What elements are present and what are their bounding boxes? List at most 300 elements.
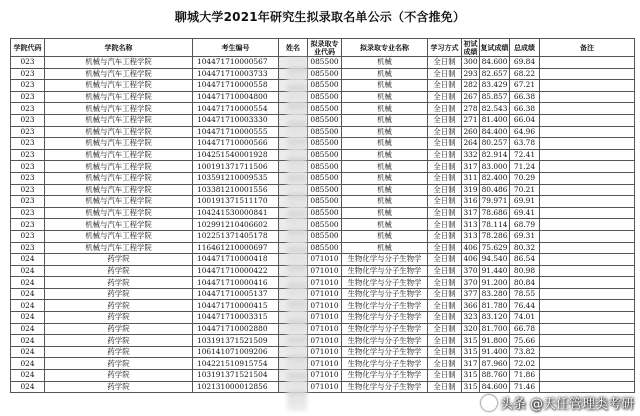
cell-prelim-score: 293 xyxy=(463,68,478,78)
cell-total-score: 69.84 xyxy=(510,57,540,69)
cell-total-score: 70.29 xyxy=(510,172,540,184)
cell-major-name: 机械 xyxy=(342,80,428,92)
cell-college-name: 机械与汽车工程学院 xyxy=(45,196,193,208)
header-college-name: 学院名称 xyxy=(45,39,193,57)
cell-prelim-score: 370 xyxy=(463,277,478,287)
table-row xyxy=(11,277,635,289)
cell-college-name: 药学院 xyxy=(45,335,193,347)
cell-exam-id: 104241530000841 xyxy=(193,207,279,219)
cell-major-name: 机械 xyxy=(342,161,428,173)
cell-college-name: 机械与汽车工程学院 xyxy=(45,138,193,150)
cell-major-name: 机械 xyxy=(342,184,428,196)
table-header-row xyxy=(11,39,635,57)
cell-retest-score: 87.960 xyxy=(480,358,510,370)
cell-retest-score: 91.440 xyxy=(480,265,510,277)
cell-study-mode: 全日制 xyxy=(428,312,462,324)
cell-total-score: 74.01 xyxy=(510,312,540,324)
cell-total-score: 66.38 xyxy=(510,91,540,103)
cell-remarks xyxy=(540,346,635,358)
cell-major-name: 生物化学与分子生物学 xyxy=(342,300,428,312)
cell-study-mode: 全日制 xyxy=(428,184,462,196)
cell-exam-id: 104471710000418 xyxy=(193,254,279,266)
cell-major-name: 机械 xyxy=(342,114,428,126)
cell-college-code: 023 xyxy=(11,149,45,161)
cell-remarks xyxy=(540,172,635,184)
cell-major-code: 071010 xyxy=(308,254,342,266)
cell-remarks xyxy=(540,219,635,231)
cell-prelim-score: 315 xyxy=(463,347,478,357)
cell-remarks xyxy=(540,207,635,219)
cell-college-code: 024 xyxy=(11,358,45,370)
cell-major-name: 机械 xyxy=(342,172,428,184)
table-row xyxy=(11,161,635,173)
cell-college-code: 024 xyxy=(11,300,45,312)
cell-study-mode: 全日制 xyxy=(428,335,462,347)
cell-major-name: 生物化学与分子生物学 xyxy=(342,381,428,393)
cell-major-code: 085500 xyxy=(308,219,342,231)
cell-exam-id: 102131000012856 xyxy=(193,381,279,393)
cell-prelim-score: 366 xyxy=(463,300,478,310)
cell-total-score: 70.21 xyxy=(510,184,540,196)
table-row xyxy=(11,184,635,196)
cell-major-code: 085500 xyxy=(308,230,342,242)
cell-exam-id: 104471710000558 xyxy=(193,80,279,92)
cell-college-code: 024 xyxy=(11,323,45,335)
cell-major-code: 071010 xyxy=(308,358,342,370)
cell-study-mode: 全日制 xyxy=(428,265,462,277)
cell-prelim-score: 317 xyxy=(463,208,478,218)
cell-retest-score: 75.629 xyxy=(480,242,510,254)
cell-major-name: 生物化学与分子生物学 xyxy=(342,265,428,277)
cell-major-code: 085500 xyxy=(308,126,342,138)
table-row xyxy=(11,230,635,242)
cell-major-code: 085500 xyxy=(308,161,342,173)
cell-retest-score: 91.200 xyxy=(480,277,510,289)
cell-college-code: 024 xyxy=(11,370,45,382)
cell-study-mode: 全日制 xyxy=(428,219,462,231)
cell-total-score: 78.55 xyxy=(510,288,540,300)
cell-remarks xyxy=(540,358,635,370)
cell-exam-id: 104471710000554 xyxy=(193,103,279,115)
cell-remarks xyxy=(540,57,635,69)
cell-major-code: 085500 xyxy=(308,242,342,254)
table-row xyxy=(11,138,635,150)
cell-college-code: 024 xyxy=(11,346,45,358)
cell-college-name: 药学院 xyxy=(45,358,193,370)
table-row xyxy=(11,68,635,80)
cell-exam-id: 102991210406602 xyxy=(193,219,279,231)
cell-prelim-score: 406 xyxy=(463,242,478,252)
cell-retest-score: 81.400 xyxy=(480,114,510,126)
cell-major-name: 机械 xyxy=(342,103,428,115)
cell-major-name: 机械 xyxy=(342,149,428,161)
cell-college-name: 药学院 xyxy=(45,254,193,266)
cell-college-code: 024 xyxy=(11,254,45,266)
cell-study-mode: 全日制 xyxy=(428,68,462,80)
cell-total-score: 64.96 xyxy=(510,126,540,138)
table-row xyxy=(11,91,635,103)
cell-study-mode: 全日制 xyxy=(428,57,462,69)
cell-exam-id: 104471710000422 xyxy=(193,265,279,277)
cell-remarks xyxy=(540,126,635,138)
cell-exam-id: 104471710003330 xyxy=(193,114,279,126)
cell-retest-score: 83.000 xyxy=(480,161,510,173)
cell-remarks xyxy=(540,381,635,393)
cell-prelim-score: 323 xyxy=(463,312,478,322)
cell-remarks xyxy=(540,300,635,312)
cell-major-name: 机械 xyxy=(342,230,428,242)
cell-major-name: 机械 xyxy=(342,207,428,219)
header-total-score: 总成绩 xyxy=(510,39,540,57)
cell-college-name: 药学院 xyxy=(45,323,193,335)
cell-college-code: 024 xyxy=(11,312,45,324)
table-row xyxy=(11,358,635,370)
cell-remarks xyxy=(540,184,635,196)
cell-study-mode: 全日制 xyxy=(428,207,462,219)
table-row xyxy=(11,103,635,115)
cell-major-code: 085500 xyxy=(308,57,342,69)
cell-study-mode: 全日制 xyxy=(428,323,462,335)
cell-college-code: 023 xyxy=(11,103,45,115)
header-prelim-score: 初试成绩 xyxy=(463,39,478,56)
table-row xyxy=(11,172,635,184)
cell-college-code: 023 xyxy=(11,126,45,138)
cell-retest-score: 85.857 xyxy=(480,91,510,103)
cell-total-score: 72.41 xyxy=(510,149,540,161)
cell-college-name: 机械与汽车工程学院 xyxy=(45,172,193,184)
cell-prelim-score: 267 xyxy=(463,92,478,102)
cell-retest-score: 91.400 xyxy=(480,346,510,358)
cell-remarks xyxy=(540,230,635,242)
cell-retest-score: 78.686 xyxy=(480,207,510,219)
cell-college-name: 机械与汽车工程学院 xyxy=(45,230,193,242)
cell-retest-score: 78.286 xyxy=(480,230,510,242)
cell-major-name: 生物化学与分子生物学 xyxy=(342,277,428,289)
cell-exam-id: 103381210001556 xyxy=(193,184,279,196)
cell-college-name: 药学院 xyxy=(45,300,193,312)
table-row xyxy=(11,126,635,138)
cell-prelim-score: 377 xyxy=(463,289,478,299)
cell-major-code: 085500 xyxy=(308,196,342,208)
cell-major-code: 085500 xyxy=(308,114,342,126)
cell-college-name: 机械与汽车工程学院 xyxy=(45,126,193,138)
watermark-logo-icon xyxy=(481,395,497,411)
cell-remarks xyxy=(540,288,635,300)
cell-major-name: 机械 xyxy=(342,242,428,254)
cell-exam-id: 104251540001928 xyxy=(193,149,279,161)
cell-retest-score: 82.400 xyxy=(480,172,510,184)
cell-remarks xyxy=(540,323,635,335)
cell-exam-id: 106141071009206 xyxy=(193,346,279,358)
cell-remarks xyxy=(540,335,635,347)
cell-exam-id: 104471710002880 xyxy=(193,323,279,335)
cell-major-code: 071010 xyxy=(308,265,342,277)
cell-major-name: 生物化学与分子生物学 xyxy=(342,370,428,382)
cell-retest-score: 82.657 xyxy=(480,68,510,80)
cell-retest-score: 84.600 xyxy=(480,381,510,393)
cell-major-code: 085500 xyxy=(308,103,342,115)
cell-study-mode: 全日制 xyxy=(428,277,462,289)
cell-college-name: 机械与汽车工程学院 xyxy=(45,68,193,80)
cell-retest-score: 83.429 xyxy=(480,80,510,92)
cell-prelim-score: 315 xyxy=(463,335,478,345)
cell-prelim-score: 278 xyxy=(463,103,478,113)
cell-college-code: 023 xyxy=(11,57,45,69)
table-row xyxy=(11,323,635,335)
cell-major-name: 机械 xyxy=(342,57,428,69)
cell-total-score: 69.41 xyxy=(510,207,540,219)
cell-college-code: 023 xyxy=(11,138,45,150)
cell-study-mode: 全日制 xyxy=(428,149,462,161)
cell-college-name: 药学院 xyxy=(45,346,193,358)
cell-college-name: 药学院 xyxy=(45,312,193,324)
cell-remarks xyxy=(540,149,635,161)
cell-college-name: 药学院 xyxy=(45,370,193,382)
cell-major-code: 071010 xyxy=(308,277,342,289)
cell-study-mode: 全日制 xyxy=(428,254,462,266)
cell-total-score: 86.54 xyxy=(510,254,540,266)
header-remarks: 备注 xyxy=(540,39,635,57)
table-row xyxy=(11,219,635,231)
cell-college-name: 机械与汽车工程学院 xyxy=(45,149,193,161)
cell-study-mode: 全日制 xyxy=(428,126,462,138)
cell-prelim-score: 271 xyxy=(463,115,478,125)
cell-college-code: 024 xyxy=(11,265,45,277)
header-retest-score: 复试成绩 xyxy=(480,39,510,57)
cell-exam-id: 104471710000415 xyxy=(193,300,279,312)
cell-remarks xyxy=(540,254,635,266)
cell-remarks xyxy=(540,277,635,289)
cell-total-score: 68.79 xyxy=(510,219,540,231)
cell-major-code: 085500 xyxy=(308,184,342,196)
cell-total-score: 76.44 xyxy=(510,300,540,312)
table-row xyxy=(11,381,635,393)
table-row xyxy=(11,346,635,358)
cell-total-score: 80.98 xyxy=(510,265,540,277)
cell-remarks xyxy=(540,370,635,382)
cell-total-score: 72.02 xyxy=(510,358,540,370)
cell-exam-id: 103191371521504 xyxy=(193,370,279,382)
cell-total-score: 66.04 xyxy=(510,114,540,126)
cell-major-code: 085500 xyxy=(308,80,342,92)
cell-retest-score: 81.700 xyxy=(480,323,510,335)
cell-major-name: 生物化学与分子生物学 xyxy=(342,312,428,324)
watermark xyxy=(481,393,634,412)
cell-total-score: 73.82 xyxy=(510,346,540,358)
cell-retest-score: 83.120 xyxy=(480,312,510,324)
cell-college-code: 023 xyxy=(11,230,45,242)
cell-major-code: 071010 xyxy=(308,381,342,393)
cell-exam-id: 100191371711506 xyxy=(193,161,279,173)
table-row xyxy=(11,312,635,324)
cell-total-score: 67.21 xyxy=(510,80,540,92)
cell-major-code: 085500 xyxy=(308,172,342,184)
cell-prelim-score: 406 xyxy=(463,254,478,264)
cell-major-name: 机械 xyxy=(342,138,428,150)
cell-study-mode: 全日制 xyxy=(428,103,462,115)
cell-exam-id: 104471710000567 xyxy=(193,57,279,69)
cell-prelim-score: 319 xyxy=(463,184,478,194)
cell-study-mode: 全日制 xyxy=(428,358,462,370)
cell-prelim-score: 264 xyxy=(463,138,478,148)
cell-total-score: 71.86 xyxy=(510,370,540,382)
table-row xyxy=(11,265,635,277)
table-row xyxy=(11,80,635,92)
cell-retest-score: 79.971 xyxy=(480,196,510,208)
cell-exam-id: 104471710000566 xyxy=(193,138,279,150)
cell-major-code: 085500 xyxy=(308,138,342,150)
cell-college-name: 药学院 xyxy=(45,381,193,393)
cell-study-mode: 全日制 xyxy=(428,346,462,358)
cell-college-name: 机械与汽车工程学院 xyxy=(45,219,193,231)
table-row xyxy=(11,254,635,266)
cell-study-mode: 全日制 xyxy=(428,370,462,382)
cell-major-name: 生物化学与分子生物学 xyxy=(342,346,428,358)
cell-exam-id: 104221510915754 xyxy=(193,358,279,370)
cell-retest-score: 88.760 xyxy=(480,370,510,382)
cell-college-name: 药学院 xyxy=(45,277,193,289)
cell-major-code: 085500 xyxy=(308,68,342,80)
table-row xyxy=(11,300,635,312)
cell-total-score: 63.78 xyxy=(510,138,540,150)
cell-major-name: 生物化学与分子生物学 xyxy=(342,254,428,266)
cell-major-name: 生物化学与分子生物学 xyxy=(342,358,428,370)
cell-total-score: 66.78 xyxy=(510,323,540,335)
header-college-code: 学院代码 xyxy=(11,39,45,57)
cell-major-name: 生物化学与分子生物学 xyxy=(342,288,428,300)
cell-remarks xyxy=(540,114,635,126)
cell-remarks xyxy=(540,91,635,103)
cell-prelim-score: 300 xyxy=(463,57,478,67)
cell-total-score: 66.38 xyxy=(510,103,540,115)
cell-retest-score: 83.280 xyxy=(480,288,510,300)
cell-remarks xyxy=(540,68,635,80)
cell-college-code: 024 xyxy=(11,381,45,393)
cell-total-score: 69.31 xyxy=(510,230,540,242)
cell-total-score: 80.32 xyxy=(510,242,540,254)
cell-college-code: 023 xyxy=(11,91,45,103)
cell-college-code: 023 xyxy=(11,184,45,196)
cell-college-code: 023 xyxy=(11,219,45,231)
table-row xyxy=(11,207,635,219)
table-row xyxy=(11,114,635,126)
header-major-name: 拟录取专业名称 xyxy=(342,39,428,57)
cell-study-mode: 全日制 xyxy=(428,138,462,150)
cell-exam-id: 103591210009535 xyxy=(193,172,279,184)
cell-major-code: 085500 xyxy=(308,149,342,161)
page-title: 聊城大学2021年研究生拟录取名单公示（不含推免） xyxy=(174,10,466,24)
cell-remarks xyxy=(540,242,635,254)
cell-remarks xyxy=(540,80,635,92)
cell-prelim-score: 313 xyxy=(463,219,478,229)
cell-total-score: 75.66 xyxy=(510,335,540,347)
table-row xyxy=(11,335,635,347)
cell-prelim-score: 332 xyxy=(463,150,478,160)
cell-prelim-score: 317 xyxy=(463,358,478,368)
cell-exam-id: 116461210000697 xyxy=(193,242,279,254)
cell-college-name: 机械与汽车工程学院 xyxy=(45,114,193,126)
cell-study-mode: 全日制 xyxy=(428,300,462,312)
cell-prelim-score: 313 xyxy=(463,231,478,241)
header-exam-id: 考生编号 xyxy=(193,39,279,57)
cell-retest-score: 78.114 xyxy=(480,219,510,231)
cell-retest-score: 84.400 xyxy=(480,126,510,138)
cell-major-name: 生物化学与分子生物学 xyxy=(342,335,428,347)
cell-major-name: 机械 xyxy=(342,68,428,80)
cell-college-code: 023 xyxy=(11,80,45,92)
cell-retest-score: 80.257 xyxy=(480,138,510,150)
cell-major-code: 071010 xyxy=(308,300,342,312)
cell-major-code: 071010 xyxy=(308,323,342,335)
cell-study-mode: 全日制 xyxy=(428,114,462,126)
cell-major-code: 071010 xyxy=(308,335,342,347)
cell-major-code: 085500 xyxy=(308,207,342,219)
cell-remarks xyxy=(540,196,635,208)
cell-college-name: 机械与汽车工程学院 xyxy=(45,80,193,92)
table-row xyxy=(11,242,635,254)
cell-exam-id: 102251371405178 xyxy=(193,230,279,242)
cell-college-code: 023 xyxy=(11,114,45,126)
cell-prelim-score: 370 xyxy=(463,265,478,275)
cell-exam-id: 104471710005137 xyxy=(193,288,279,300)
table-row xyxy=(11,370,635,382)
header-name: 姓名 xyxy=(279,39,308,57)
cell-major-name: 机械 xyxy=(342,126,428,138)
cell-study-mode: 全日制 xyxy=(428,288,462,300)
cell-college-name: 机械与汽车工程学院 xyxy=(45,103,193,115)
cell-major-name: 生物化学与分子生物学 xyxy=(342,323,428,335)
table-row xyxy=(11,196,635,208)
table-row xyxy=(11,149,635,161)
cell-exam-id: 103191371521509 xyxy=(193,335,279,347)
cell-exam-id: 104471710000555 xyxy=(193,126,279,138)
cell-study-mode: 全日制 xyxy=(428,161,462,173)
cell-major-code: 071010 xyxy=(308,288,342,300)
watermark-text: 头条 @天任管理类考研 xyxy=(499,397,634,412)
cell-study-mode: 全日制 xyxy=(428,230,462,242)
cell-college-code: 023 xyxy=(11,196,45,208)
cell-exam-id: 100191371511170 xyxy=(193,196,279,208)
cell-total-score: 68.22 xyxy=(510,68,540,80)
cell-college-name: 药学院 xyxy=(45,265,193,277)
cell-study-mode: 全日制 xyxy=(428,80,462,92)
cell-major-code: 085500 xyxy=(308,91,342,103)
cell-remarks xyxy=(540,103,635,115)
header-major-code: 拟录取专业代码 xyxy=(308,39,342,57)
cell-college-name: 机械与汽车工程学院 xyxy=(45,242,193,254)
cell-college-code: 023 xyxy=(11,161,45,173)
cell-prelim-score: 311 xyxy=(463,173,478,183)
cell-college-name: 机械与汽车工程学院 xyxy=(45,161,193,173)
cell-major-code: 071010 xyxy=(308,312,342,324)
cell-college-code: 023 xyxy=(11,172,45,184)
cell-retest-score: 82.914 xyxy=(480,149,510,161)
cell-college-name: 机械与汽车工程学院 xyxy=(45,57,193,69)
cell-total-score: 69.91 xyxy=(510,196,540,208)
name-redaction-blur xyxy=(287,58,307,410)
cell-exam-id: 104471710004800 xyxy=(193,91,279,103)
cell-major-name: 机械 xyxy=(342,196,428,208)
cell-retest-score: 80.486 xyxy=(480,184,510,196)
cell-major-code: 071010 xyxy=(308,346,342,358)
cell-prelim-score: 317 xyxy=(463,161,478,171)
cell-college-name: 机械与汽车工程学院 xyxy=(45,184,193,196)
table-row xyxy=(11,57,635,69)
table-body xyxy=(11,57,635,393)
cell-retest-score: 82.543 xyxy=(480,103,510,115)
cell-prelim-score: 315 xyxy=(463,370,478,380)
cell-prelim-score: 320 xyxy=(463,323,478,333)
